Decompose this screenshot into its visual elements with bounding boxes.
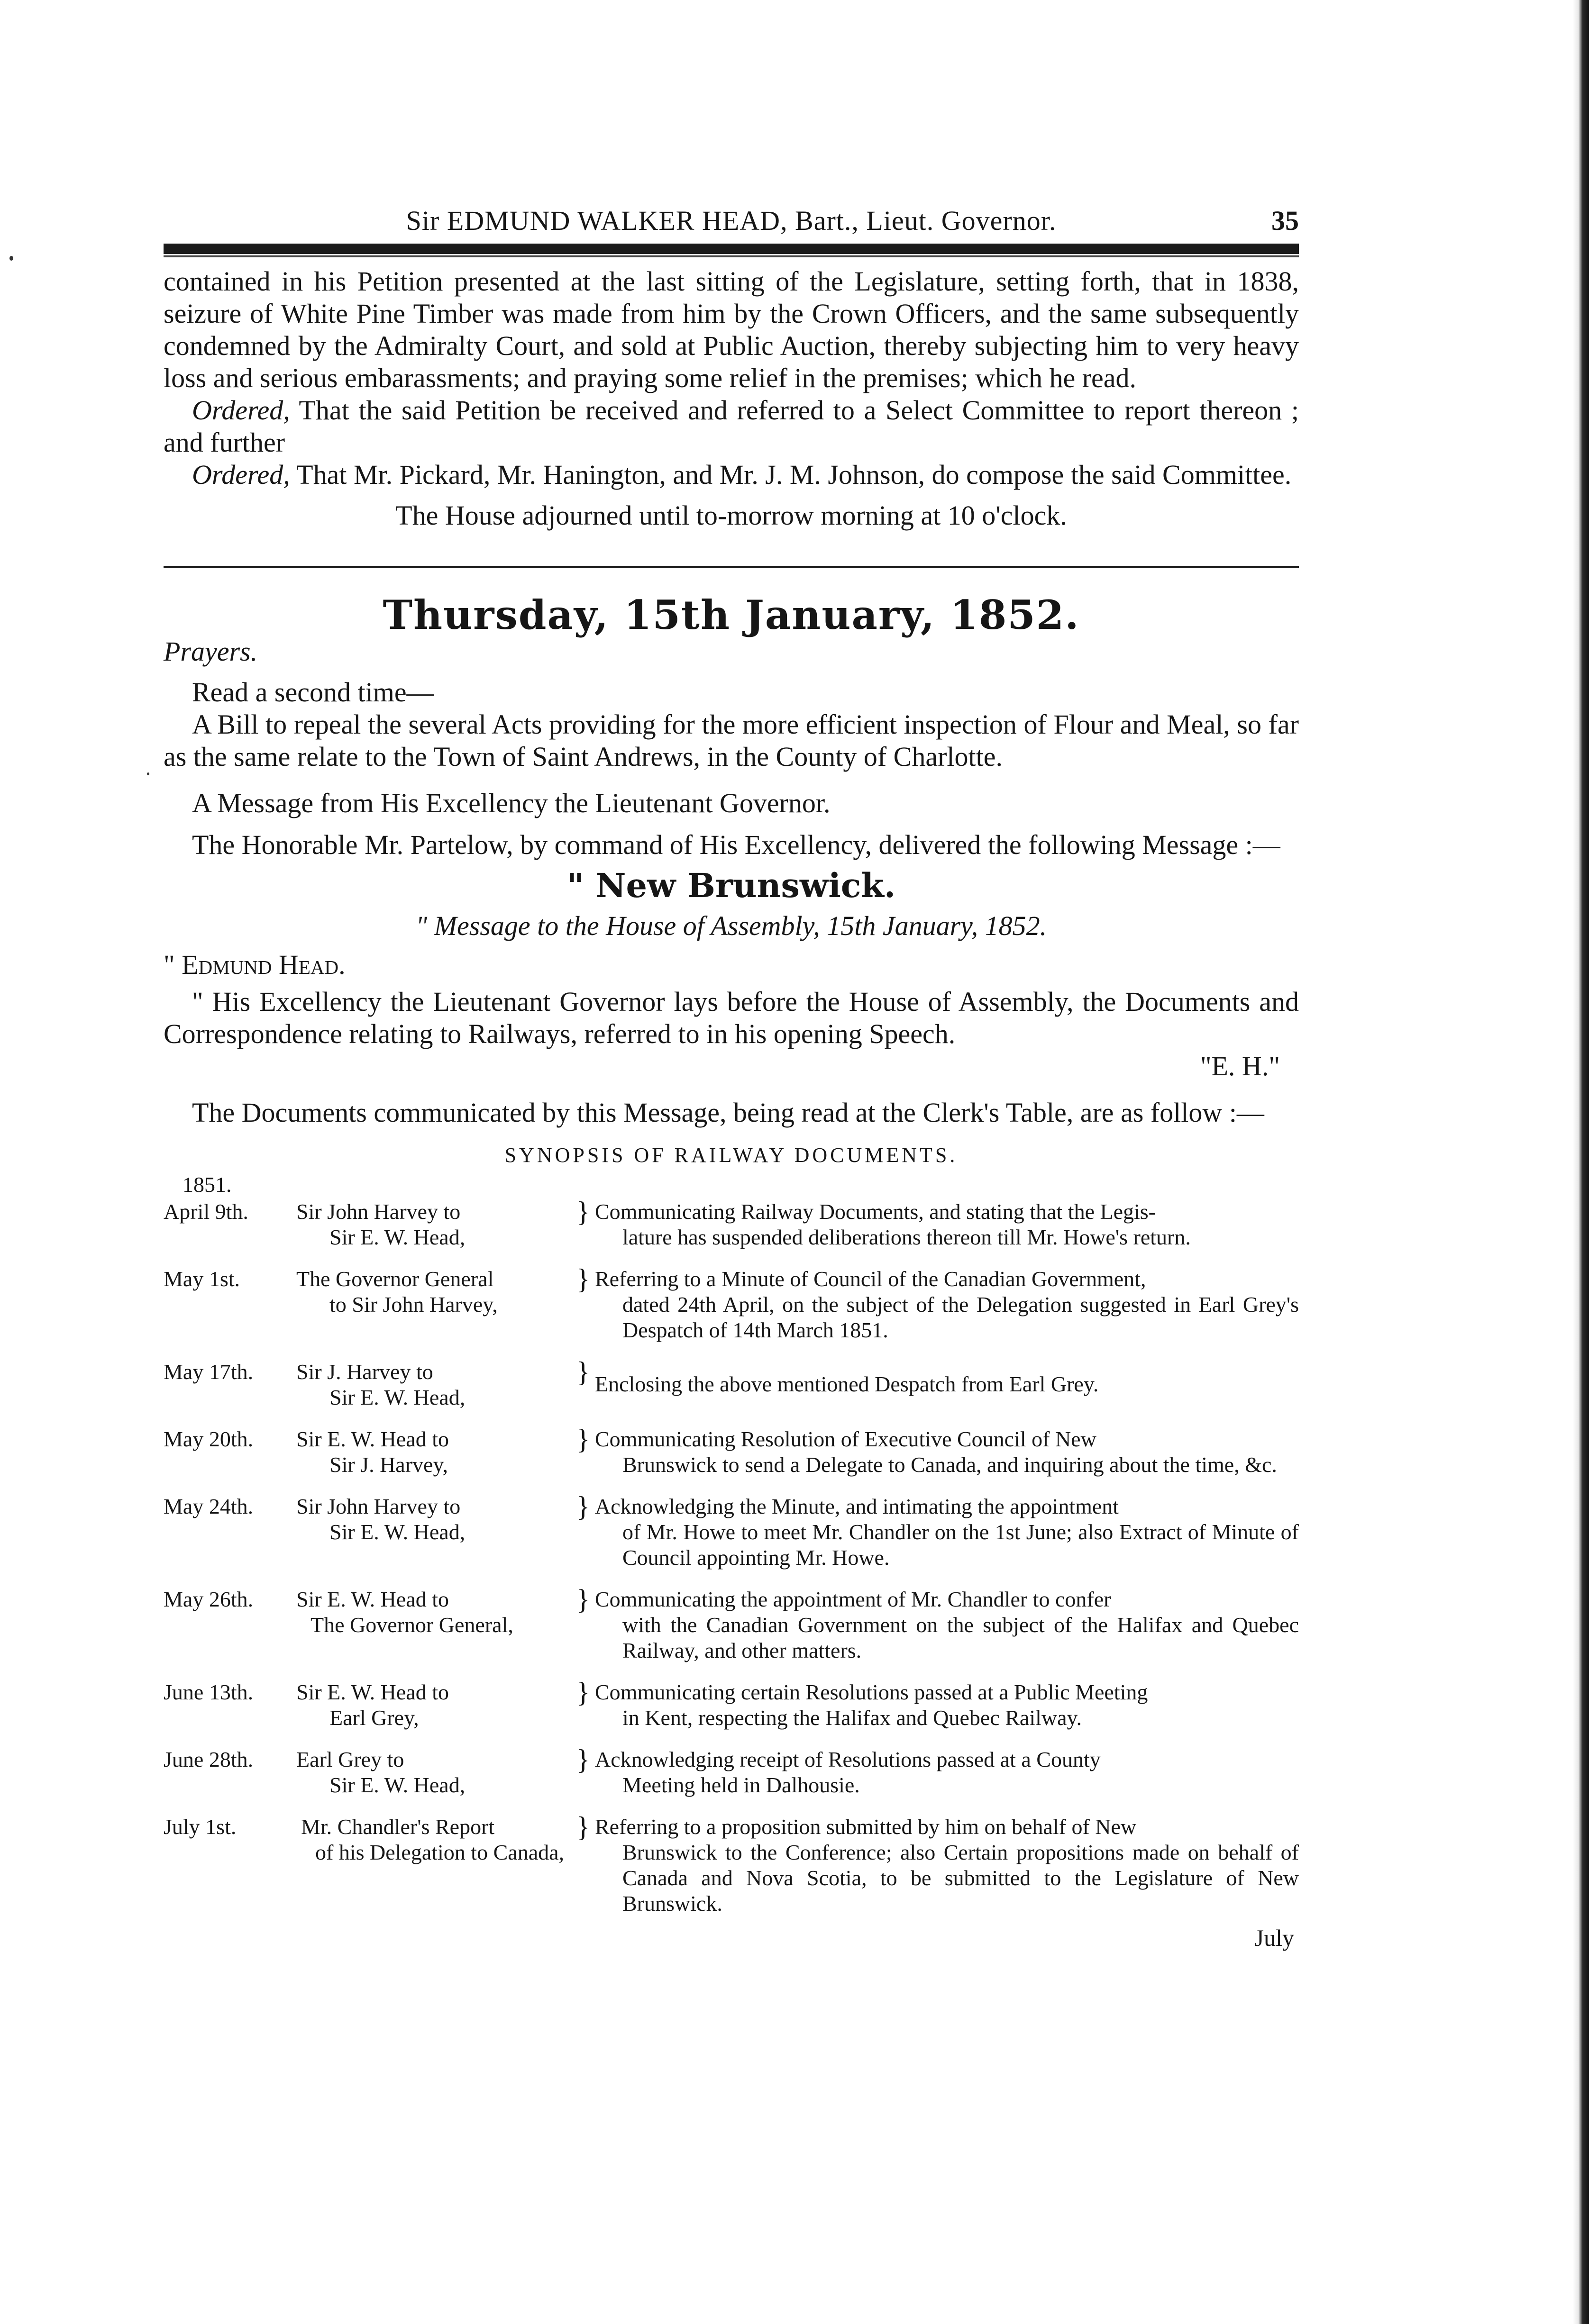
message-signature: " Edmund Head. bbox=[164, 949, 346, 980]
entry-correspondents bbox=[296, 1266, 571, 1359]
brace-glyph: } bbox=[576, 1811, 590, 1843]
entry-from: The Governor General bbox=[296, 1267, 494, 1291]
entry-from: Sir E. W. Head to bbox=[296, 1587, 449, 1611]
entry-from: Mr. Chandler's Report bbox=[301, 1815, 495, 1839]
entry-correspondents bbox=[296, 1747, 571, 1814]
entry-desc-cont: Brunswick to send a Delegate to Canada, and inquiring about the time, &c. bbox=[622, 1452, 1277, 1477]
entry-to: Sir E. W. Head, bbox=[329, 1385, 466, 1409]
entry-description bbox=[595, 1199, 1299, 1266]
entry-desc-cont: Brunswick to the Conference; also Certain propositions made on behalf of Canada and Nova Scotia, to be submitted to the Legislature of New Brunswick. bbox=[622, 1840, 1299, 1915]
entry-desc-line: Communicating certain Resolutions passed at a Public Meeting bbox=[595, 1680, 1148, 1704]
table-row bbox=[164, 1814, 1299, 1933]
running-title bbox=[164, 205, 1299, 236]
entry-description bbox=[595, 1494, 1299, 1587]
entry-date: April 9th. bbox=[164, 1199, 248, 1224]
entry-correspondents bbox=[296, 1494, 571, 1587]
synopsis-table bbox=[164, 1196, 1299, 1933]
brace-glyph: } bbox=[576, 1424, 590, 1455]
message-dateline: " Message to the House of Assembly, 15th January, 1852. bbox=[415, 910, 1047, 941]
brace-glyph: } bbox=[576, 1263, 590, 1295]
entry-to: Sir E. W. Head, bbox=[329, 1520, 466, 1544]
table-row bbox=[164, 1426, 1299, 1494]
delivered-paragraph: The Honorable Mr. Partelow, by command of His Excellency, delivered the following Message :— bbox=[192, 829, 1280, 860]
petition-continuation: contained in his Petition presented at the last sitting of the Legislature, setting forth, that in 1838, seizure of White Pine Timber was made from him by the Crown Officers, and the same subsequently condemned by the Admiralty Court, and sold at Public Auction, thereby subjecting him to very heavy loss and serious embarassments; and praying some relief in the premises; which he read. bbox=[164, 266, 1299, 393]
brace-glyph: } bbox=[576, 1584, 590, 1615]
ordered-paragraph-2 bbox=[164, 459, 1299, 491]
message-initials: "E. H." bbox=[1200, 1051, 1280, 1081]
prayers-line: Prayers. bbox=[164, 636, 258, 667]
entry-to: of his Delegation to Canada, bbox=[315, 1840, 565, 1864]
entry-from: Sir John Harvey to bbox=[296, 1494, 461, 1518]
entry-date: May 17th. bbox=[164, 1360, 254, 1384]
book-page bbox=[164, 194, 1299, 1952]
entry-desc-cont: dated 24th April, on the subject of the Delegation suggested in Earl Grey's Despatch of 14th March 1851. bbox=[622, 1292, 1299, 1342]
brace-glyph: } bbox=[576, 1744, 590, 1775]
entry-from: Sir J. Harvey to bbox=[296, 1360, 433, 1384]
ordered-label: Ordered, bbox=[192, 395, 290, 426]
table-row bbox=[164, 1359, 1299, 1426]
entry-from: Earl Grey to bbox=[296, 1747, 404, 1771]
entry-date: June 28th. bbox=[164, 1747, 254, 1771]
ordered-text: That the said Petition be received and referred to a Select Committee to report thereon ; and further bbox=[164, 395, 1299, 458]
entry-correspondents bbox=[296, 1814, 571, 1933]
table-row bbox=[164, 1494, 1299, 1587]
scan-page-edge bbox=[1573, 0, 1589, 2324]
entry-correspondents bbox=[296, 1587, 571, 1679]
entry-description bbox=[595, 1426, 1299, 1494]
entry-description bbox=[595, 1814, 1299, 1933]
entry-desc-line: Referring to a proposition submitted by him on behalf of New bbox=[595, 1815, 1137, 1839]
entry-desc-line: Communicating Resolution of Executive Council of New bbox=[595, 1427, 1096, 1451]
synopsis-title: SYNOPSIS OF RAILWAY DOCUMENTS. bbox=[504, 1144, 958, 1167]
ordered-text: That Mr. Pickard, Mr. Hanington, and Mr. J. M. Johnson, do compose the said Committee. bbox=[296, 459, 1292, 490]
entry-desc-line: Acknowledging the Minute, and intimating the appointment bbox=[595, 1494, 1119, 1518]
scan-speck bbox=[147, 772, 149, 775]
entry-desc-cont: in Kent, respecting the Halifax and Quebec Railway. bbox=[622, 1706, 1082, 1730]
entry-from: Sir E. W. Head to bbox=[296, 1680, 449, 1704]
bill-paragraph: A Bill to repeal the several Acts providing for the more efficient inspection of Flour and Meal, so far as the same relate to the Town of Saint Andrews, in the County of Charlotte. bbox=[164, 709, 1299, 772]
running-head bbox=[164, 194, 1299, 237]
message-body: " His Excellency the Lieutenant Governor lays before the House of Assembly, the Documents and Correspondence relating to Railways, referred to in his opening Speech. bbox=[164, 986, 1299, 1049]
entry-date: May 20th. bbox=[164, 1427, 254, 1451]
entry-date: July 1st. bbox=[164, 1815, 237, 1839]
running-title-prefix: Sir bbox=[406, 205, 440, 236]
table-row bbox=[164, 1266, 1299, 1359]
entry-to: Sir E. W. Head, bbox=[329, 1225, 466, 1249]
entry-correspondents bbox=[296, 1426, 571, 1494]
entry-desc-line: Enclosing the above mentioned Despatch from Earl Grey. bbox=[595, 1372, 1099, 1396]
entry-desc-line: Communicating Railway Documents, and stating that the Legis- bbox=[595, 1199, 1156, 1224]
entry-correspondents bbox=[296, 1679, 571, 1747]
brace-glyph: } bbox=[576, 1677, 590, 1708]
adjournment-line: The House adjourned until to-morrow morning at 10 o'clock. bbox=[395, 500, 1067, 531]
entry-from: Sir John Harvey to bbox=[296, 1199, 461, 1224]
brace-glyph: } bbox=[576, 1356, 590, 1388]
entry-to: Sir J. Harvey, bbox=[329, 1452, 448, 1477]
entry-correspondents bbox=[296, 1199, 571, 1266]
ordered-label: Ordered, bbox=[192, 459, 290, 490]
entry-description bbox=[595, 1587, 1299, 1679]
brace-glyph: } bbox=[576, 1491, 590, 1522]
entry-desc-cont: of Mr. Howe to meet Mr. Chandler on the 1st June; also Extract of Minute of Council appointing Mr. Howe. bbox=[622, 1520, 1299, 1570]
entry-to: to Sir John Harvey, bbox=[329, 1292, 498, 1316]
entry-date: May 1st. bbox=[164, 1267, 240, 1291]
entry-desc-cont: with the Canadian Government on the subject of the Halifax and Quebec Railway, and other matters. bbox=[622, 1613, 1299, 1662]
entry-correspondents bbox=[296, 1359, 571, 1426]
documents-intro: The Documents communicated by this Message, being read at the Clerk's Table, are as follow :— bbox=[192, 1097, 1264, 1128]
brace-glyph: } bbox=[576, 1196, 590, 1227]
catchword: July bbox=[1254, 1925, 1294, 1951]
ordered-paragraph-1 bbox=[164, 394, 1299, 459]
header-rule bbox=[164, 244, 1299, 254]
table-row bbox=[164, 1747, 1299, 1814]
table-row bbox=[164, 1679, 1299, 1747]
entry-desc-line: Acknowledging receipt of Resolutions passed at a County bbox=[595, 1747, 1101, 1771]
entry-to: The Governor General, bbox=[310, 1613, 513, 1637]
running-title-main: EDMUND WALKER HEAD, Bart., Lieut. Governor. bbox=[447, 205, 1057, 236]
entry-desc-cont: Meeting held in Dalhousie. bbox=[622, 1773, 860, 1797]
entry-to: Sir E. W. Head, bbox=[329, 1773, 466, 1797]
entry-description bbox=[595, 1747, 1299, 1814]
day-heading: Thursday, 15th January, 1852. bbox=[383, 591, 1080, 638]
synopsis-year: 1851. bbox=[183, 1172, 232, 1197]
message-intro: A Message from His Excellency the Lieutenant Governor. bbox=[192, 788, 831, 818]
table-row bbox=[164, 1587, 1299, 1679]
entry-date: May 26th. bbox=[164, 1587, 254, 1611]
entry-desc-line: Referring to a Minute of Council of the Canadian Government, bbox=[595, 1267, 1146, 1291]
scan-speck bbox=[9, 256, 13, 261]
entry-description bbox=[595, 1679, 1299, 1747]
entry-date: May 24th. bbox=[164, 1494, 254, 1518]
entry-from: Sir E. W. Head to bbox=[296, 1427, 449, 1451]
entry-desc-cont: lature has suspended deliberations thereon till Mr. Howe's return. bbox=[622, 1225, 1191, 1249]
entry-description bbox=[595, 1359, 1299, 1426]
entry-desc-line: Communicating the appointment of Mr. Chandler to confer bbox=[595, 1587, 1111, 1611]
entry-date: June 13th. bbox=[164, 1680, 254, 1704]
table-row bbox=[164, 1199, 1299, 1266]
read-second-line: Read a second time— bbox=[192, 677, 434, 708]
page-number: 35 bbox=[1271, 205, 1299, 236]
entry-description bbox=[595, 1266, 1299, 1359]
province-heading: " New Brunswick. bbox=[566, 866, 896, 905]
entry-to: Earl Grey, bbox=[329, 1706, 419, 1730]
section-divider bbox=[164, 566, 1299, 568]
